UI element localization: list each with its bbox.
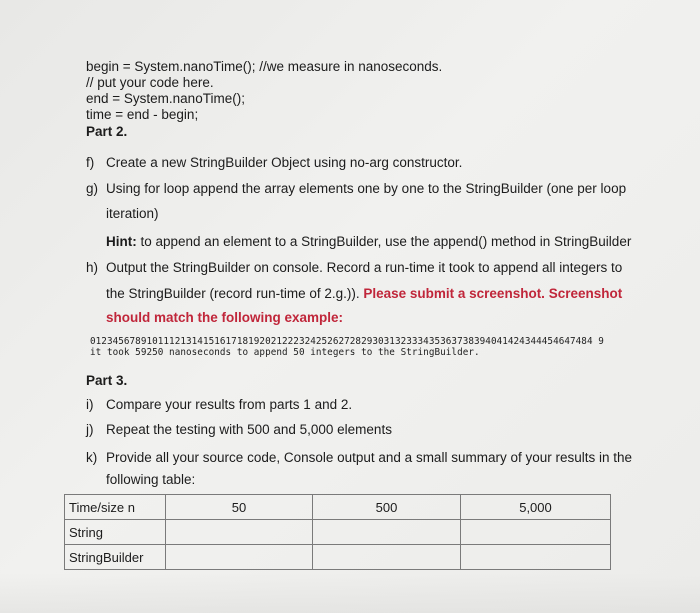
item-h-text-2-red: Please submit a screenshot. Screenshot [359, 286, 623, 301]
item-j-marker: j) [86, 422, 94, 437]
item-f-marker: f) [86, 155, 95, 170]
hint-text: to append an element to a StringBuilder, use the append() method in StringBuilder [136, 234, 632, 249]
item-g-text-2: iteration) [106, 206, 159, 221]
table-header-cell: 5,000 [461, 495, 611, 520]
item-h-text-2 [106, 286, 622, 301]
results-table [64, 494, 611, 570]
hint-line [106, 234, 631, 249]
table-row-label: StringBuilder [65, 545, 166, 570]
photo-shading [0, 573, 700, 613]
item-g-marker: g) [86, 181, 99, 196]
table-cell [461, 545, 611, 570]
item-k-text-2: following table: [106, 472, 196, 487]
code-line-time: time = end - begin; [86, 107, 199, 122]
item-i-text: Compare your results from parts 1 and 2. [106, 397, 353, 412]
item-i-marker: i) [86, 397, 94, 412]
hint-label: Hint: [106, 234, 137, 249]
console-output-digits: 01234567891011121314151617181920212223242526272829303132333435363738394041424344454647484 9 [90, 336, 604, 347]
table-row [65, 545, 611, 570]
table-header-cell: Time/size n [65, 495, 166, 520]
table-row-label: String [65, 520, 166, 545]
item-h-text-2-plain: the StringBuilder (record run-time of 2.g.)). [106, 286, 360, 301]
table-header-cell: 500 [313, 495, 461, 520]
console-output-runtime: it took 59250 nanoseconds to append 50 integers to the StringBuilder. [90, 347, 480, 358]
item-f-text: Create a new StringBuilder Object using no-arg constructor. [106, 155, 463, 170]
item-h-marker: h) [86, 260, 99, 275]
table-cell [166, 520, 313, 545]
table-row [65, 520, 611, 545]
item-g-text-1: Using for loop append the array elements one by one to the StringBuilder (one per loop [106, 181, 627, 196]
table-cell [313, 545, 461, 570]
code-line-comment: // put your code here. [86, 75, 214, 90]
item-j-text: Repeat the testing with 500 and 5,000 elements [106, 422, 392, 437]
item-k-marker: k) [86, 450, 98, 465]
code-line-end: end = System.nanoTime(); [86, 91, 245, 106]
table-header-cell: 50 [166, 495, 313, 520]
table-cell [461, 520, 611, 545]
table-cell [166, 545, 313, 570]
table-header-row [65, 495, 611, 520]
code-line-begin: begin = System.nanoTime(); //we measure in nanoseconds. [86, 59, 443, 74]
table-cell [313, 520, 461, 545]
part2-heading: Part 2. [86, 124, 128, 139]
item-h-text-3: should match the following example: [106, 310, 344, 325]
part3-heading: Part 3. [86, 373, 128, 388]
item-h-text-1: Output the StringBuilder on console. Record a run-time it took to append all integers to [106, 260, 623, 275]
item-k-text-1: Provide all your source code, Console output and a small summary of your results in the [106, 450, 633, 465]
